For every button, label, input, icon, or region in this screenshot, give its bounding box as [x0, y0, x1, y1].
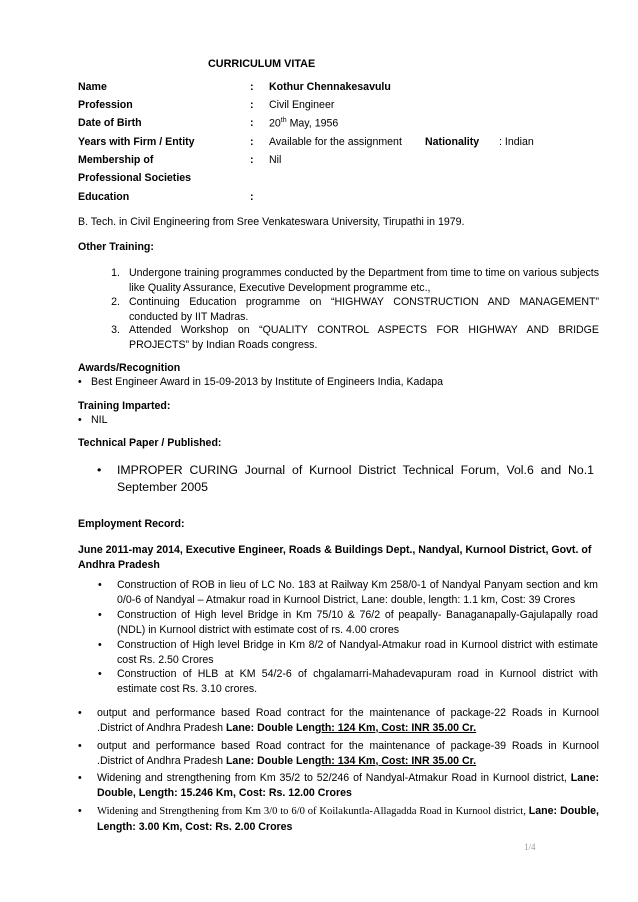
bullet: •: [78, 707, 82, 719]
education-text: B. Tech. in Civil Engineering from Sree Venkateswara University, Tirupathi in 1979.: [78, 216, 465, 228]
membership-label: Membership of: [78, 154, 154, 166]
item-bold-text: Lane: Double, Length: 15.246 Km, Cost: Rs. 12.00 Crores: [97, 772, 599, 799]
membership-label-2: Professional Societies: [78, 172, 192, 184]
bullet: •: [78, 414, 82, 426]
firm-row: [78, 136, 598, 152]
employment-heading: Employment Record:: [78, 518, 185, 530]
item-plain-text: Widening and Strengthening from Km 3/0 to 6/0 of Koilakuntla-Allagadda Road in Kurnool district,: [97, 806, 529, 817]
nationality-label: Nationality: [425, 136, 480, 148]
item-bold-underlined-text: gth: 124 Km, Cost: INR 35.00 Cr.: [314, 721, 477, 734]
technical-paper-heading: Technical Paper / Published:: [78, 437, 222, 449]
colon: :: [250, 191, 254, 203]
item-number: 1.: [111, 267, 120, 279]
item-text: Undergone training programmes conducted by the Department from time to time on various subjects like Quality Assurance, Executive Development programme etc.,: [129, 267, 599, 294]
name-row: [78, 81, 598, 97]
dob-label: Date of Birth: [78, 117, 142, 129]
colon: :: [250, 99, 254, 111]
item-number: 2.: [111, 296, 120, 308]
colon: :: [250, 81, 254, 93]
dob-day: 20: [269, 117, 281, 130]
name-value: Kothur Chennakesavulu: [269, 81, 391, 93]
item-number: 3.: [111, 324, 120, 336]
item-bold-text: Lane: Double Len: [225, 754, 315, 767]
item-plain-text: output and performance based Road contract for the maintenance of package-22 Roads in Kurnool .District of Andhra Pradesh: [97, 707, 599, 734]
membership-value: Nil: [269, 154, 282, 166]
bullet: •: [78, 740, 82, 752]
item-text: [97, 739, 599, 768]
item-text: [97, 771, 599, 800]
bullet: •: [98, 668, 102, 680]
item-text: Attended Workshop on “QUALITY CONTROL ASPECTS FOR HIGHWAY AND BRIDGE PROJECTS” by Indian Roads congress.: [129, 324, 599, 351]
education-row: [78, 191, 598, 207]
profession-value: Civil Engineer: [269, 99, 335, 111]
item-plain-text: Widening and strengthening from Km 35/2 to 52/246 of Nandyal-Atmakur Road in Kurnool district,: [97, 772, 571, 784]
bullet: •: [78, 805, 82, 817]
item-text: Construction of High level Bridge in Km 75/10 & 76/2 of peapally- Banaganapally-Gajulapally road (NDL) in Kurnool district with estimate cost of rs. 4.00 crores: [117, 609, 598, 636]
profession-row: [78, 99, 598, 115]
bullet: •: [98, 579, 102, 591]
dob-rest: May, 1956: [286, 117, 339, 130]
firm-label: Years with Firm / Entity: [78, 136, 195, 148]
colon: :: [250, 136, 254, 148]
job-title: June 2011-may 2014, Executive Engineer, Roads & Buildings Dept., Nandyal, Kurnool District, Govt. of Andhra Pradesh: [78, 544, 592, 571]
item-text: Continuing Education programme on “HIGHWAY CONSTRUCTION AND MANAGEMENT” conducted by IIT Madras.: [129, 296, 599, 323]
item-text: [97, 706, 599, 735]
name-label: Name: [78, 81, 107, 93]
item-text: Best Engineer Award in 15-09-2013 by Institute of Engineers India, Kadapa: [91, 376, 443, 388]
page-number: 1/4: [524, 842, 536, 852]
item-plain-text: output and performance based Road contract for the maintenance of package-39 Roads in Kurnool .District of Andhra Pradesh: [97, 740, 599, 767]
dob-row: [78, 117, 598, 133]
item-text: Construction of HLB at KM 54/2-6 of chgalamarri-Mahadevapuram road in Kurnool district with estimate cost Rs. 3.10 crores.: [117, 668, 598, 695]
other-training-heading: Other Training:: [78, 241, 154, 253]
item-text: Construction of High level Bridge in Km 8/2 of Nandyal-Atmakur road in Kurnool district with estimate cost Rs. 2.50 Crores: [117, 639, 598, 666]
item-bold-text: Lane: Double, Length: 3.00 Km, Cost: Rs. 2.00 Crores: [97, 805, 599, 833]
bullet: •: [97, 463, 102, 477]
profession-label: Profession: [78, 99, 133, 111]
awards-heading: Awards/Recognition: [78, 362, 181, 374]
document-title: CURRICULUM VITAE: [208, 58, 316, 70]
colon: :: [250, 154, 254, 166]
colon: :: [250, 117, 254, 129]
education-label: Education: [78, 191, 130, 203]
bullet: •: [98, 609, 102, 621]
membership-row-2: [78, 172, 598, 188]
training-imparted-heading: Training Imparted:: [78, 400, 171, 412]
bullet: •: [98, 639, 102, 651]
firm-value: Available for the assignment: [269, 136, 402, 148]
bullet: •: [78, 376, 82, 388]
item-text: IMPROPER CURING Journal of Kurnool District Technical Forum, Vol.6 and No.1 September 2005: [117, 463, 594, 494]
item-bold-text: Lane: Double Len: [225, 721, 315, 734]
item-bold-underlined-text: gth: 134 Km, Cost: INR 35.00 Cr.: [314, 754, 477, 767]
membership-row: [78, 154, 598, 170]
dob-value: [269, 117, 338, 130]
nationality-value: : Indian: [499, 136, 534, 148]
bullet: •: [78, 772, 82, 784]
item-text: [97, 804, 599, 834]
item-text: NIL: [91, 414, 108, 426]
item-text: Construction of ROB in lieu of LC No. 183 at Railway Km 258/0-1 of Nandyal Panyam section and km 0/0-6 of Nandyal – Atmakur road in Kurnool District, Lane: double, length: 1.1 km, Cost: 39 Crores: [117, 579, 598, 606]
dob-suffix: th: [280, 117, 287, 124]
